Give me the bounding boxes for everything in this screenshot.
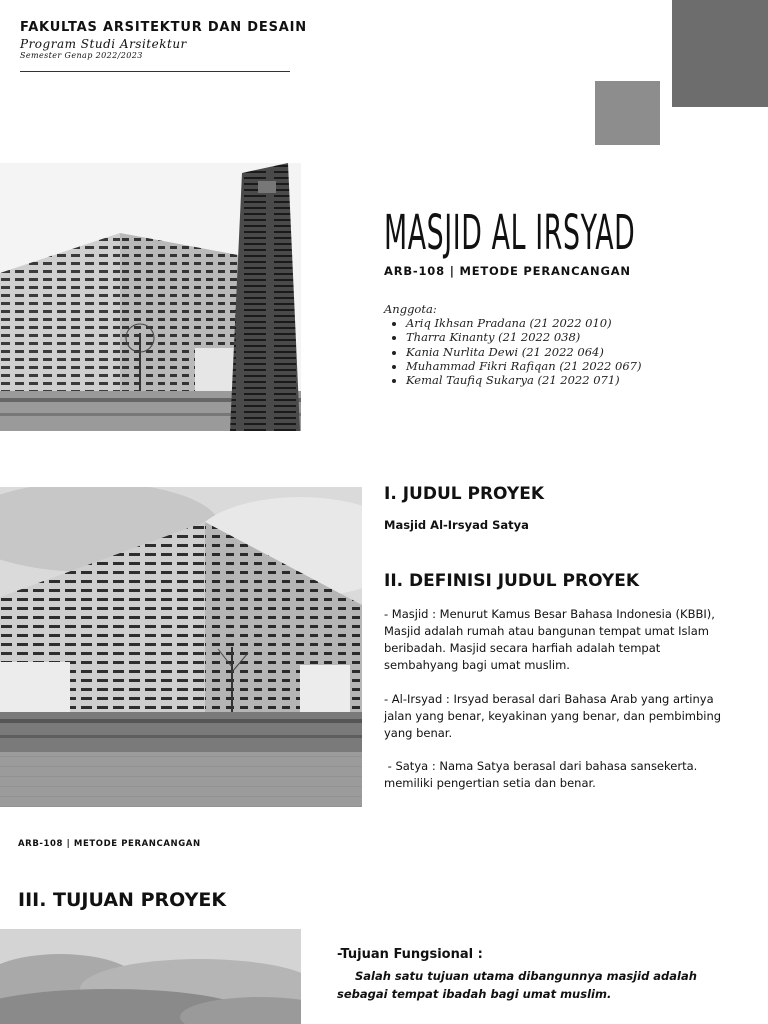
members-block <box>384 302 641 387</box>
mosque-photo-tower <box>0 163 301 431</box>
list-item: • Tharra Kinanty (21 2022 038) <box>406 330 641 344</box>
list-item: • Kemal Taufiq Sukarya (21 2022 071) <box>406 373 641 387</box>
decorative-square-light <box>595 81 660 145</box>
course-footer-label: ARB-108 | METODE PERANCANGAN <box>18 839 201 849</box>
section-2-paragraph-1: - Masjid : Menurut Kamus Besar Bahasa Indonesia (KBBI), Masjid adalah rumah atau bangunan tempat umat Islam beribadah. Masjid secara harfiah adalah tempat sembahyang bagi umat muslim. <box>384 607 715 672</box>
list-item: • Muhammad Fikri Rafiqan (21 2022 067) <box>406 359 641 373</box>
members-label: Anggota: <box>384 302 437 316</box>
semester-label: Semester Genap 2022/2023 <box>20 51 143 60</box>
functional-goal-text <box>337 967 747 1003</box>
landscape-photo <box>0 929 301 1024</box>
mosque-photo-facade <box>0 487 362 807</box>
header-divider <box>20 71 290 72</box>
section-1-heading: I. JUDUL PROYEK <box>384 484 544 504</box>
section-2-paragraph-3: - Satya : Nama Satya berasal dari bahasa sansekerta. memiliki pengertian setia dan benar. <box>384 759 701 790</box>
decorative-square-dark <box>672 0 768 107</box>
page-title: MASJID AL IRSYAD <box>384 205 636 261</box>
functional-goal-heading: -Tujuan Fungsional : <box>337 947 483 962</box>
faculty-name: FAKULTAS ARSITEKTUR DAN DESAIN <box>20 20 307 35</box>
members-list <box>384 316 641 387</box>
list-item: • Ariq Ikhsan Pradana (21 2022 010) <box>406 316 641 330</box>
functional-goal-body: Salah satu tujuan utama dibangunnya masjid adalah sebagai tempat ibadah bagi umat muslim. <box>337 969 697 1001</box>
course-subtitle: ARB-108 | METODE PERANCANGAN <box>384 264 631 278</box>
section-2-paragraph-2: - Al-Irsyad : Irsyad berasal dari Bahasa Arab yang artinya jalan yang benar, keyakinan yang benar, dan pembimbing yang benar. <box>384 692 722 740</box>
section-2-heading: II. DEFINISI JUDUL PROYEK <box>384 571 640 591</box>
section-3-heading: III. TUJUAN PROYEK <box>18 889 227 911</box>
program-name: Program Studi Arsitektur <box>20 37 187 51</box>
list-item: • Kania Nurlita Dewi (21 2022 064) <box>406 345 641 359</box>
section-1-text: Masjid Al-Irsyad Satya <box>384 518 529 532</box>
